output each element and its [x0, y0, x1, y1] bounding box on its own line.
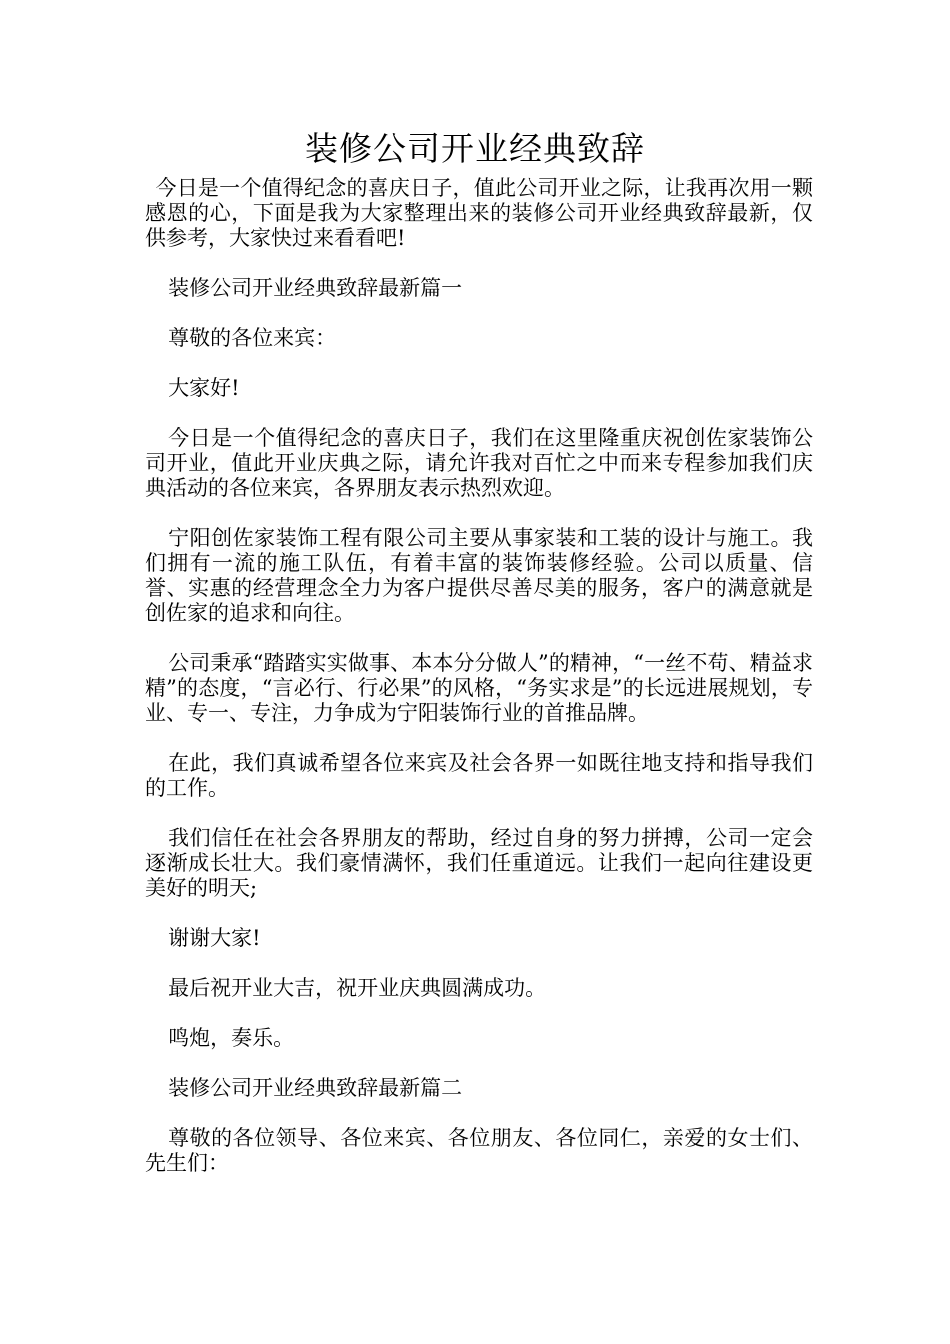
- ceremony-paragraph: 鸣炮，奏乐。: [168, 1026, 295, 1050]
- document-title: 装修公司开业经典致辞: [305, 129, 645, 168]
- salutation-paragraph: 尊敬的各位领导、各位来宾、各位朋友、各位同仁，亲爱的女士们、先生们：: [145, 1126, 813, 1175]
- greeting-paragraph: 大家好!: [168, 376, 240, 400]
- document-body: [145, 176, 813, 1176]
- thanks-paragraph: 谢谢大家!: [168, 926, 261, 950]
- body-paragraph: 我们信任在社会各界朋友的帮助，经过自身的努力拼搏，公司一定会逐渐成长壮大。我们豪情满怀，我们任重道远。让我们一起向往建设更美好的明天;: [145, 826, 813, 900]
- closing-paragraph: 最后祝开业大吉，祝开业庆典圆满成功。: [168, 976, 547, 1000]
- body-paragraph: 公司秉承“踏踏实实做事、本本分分做人”的精神，“一丝不苟、精益求精”的态度，“言必行、行必果”的风格，“务实求是”的长远进展规划，专业、专一、专注，力争成为宁阳装饰行业的首推品牌。: [145, 651, 813, 725]
- body-paragraph: 在此，我们真诚希望各位来宾及社会各界一如既往地支持和指导我们的工作。: [145, 751, 813, 800]
- salutation-paragraph: 尊敬的各位来宾：: [168, 326, 337, 350]
- section-heading-part-two: 装修公司开业经典致辞最新篇二: [168, 1076, 463, 1100]
- body-paragraph: 宁阳创佐家装饰工程有限公司主要从事家装和工装的设计与施工。我们拥有一流的施工队伍，有着丰富的装饰装修经验。公司以质量、信誉、实惠的经营理念全力为客户提供尽善尽美的服务，客户的满意就是创佐家的追求和向往。: [145, 526, 813, 625]
- intro-paragraph: 今日是一个值得纪念的喜庆日子，值此公司开业之际，让我再次用一颗感恩的心，下面是我为大家整理出来的装修公司开业经典致辞最新，仅供参考，大家快过来看看吧!: [145, 176, 813, 250]
- section-heading-part-one: 装修公司开业经典致辞最新篇一: [168, 276, 463, 300]
- body-paragraph: 今日是一个值得纪念的喜庆日子，我们在这里隆重庆祝创佐家装饰公司开业，值此开业庆典之际，请允许我对百忙之中而来专程参加我们庆典活动的各位来宾，各界朋友表示热烈欢迎。: [145, 426, 813, 500]
